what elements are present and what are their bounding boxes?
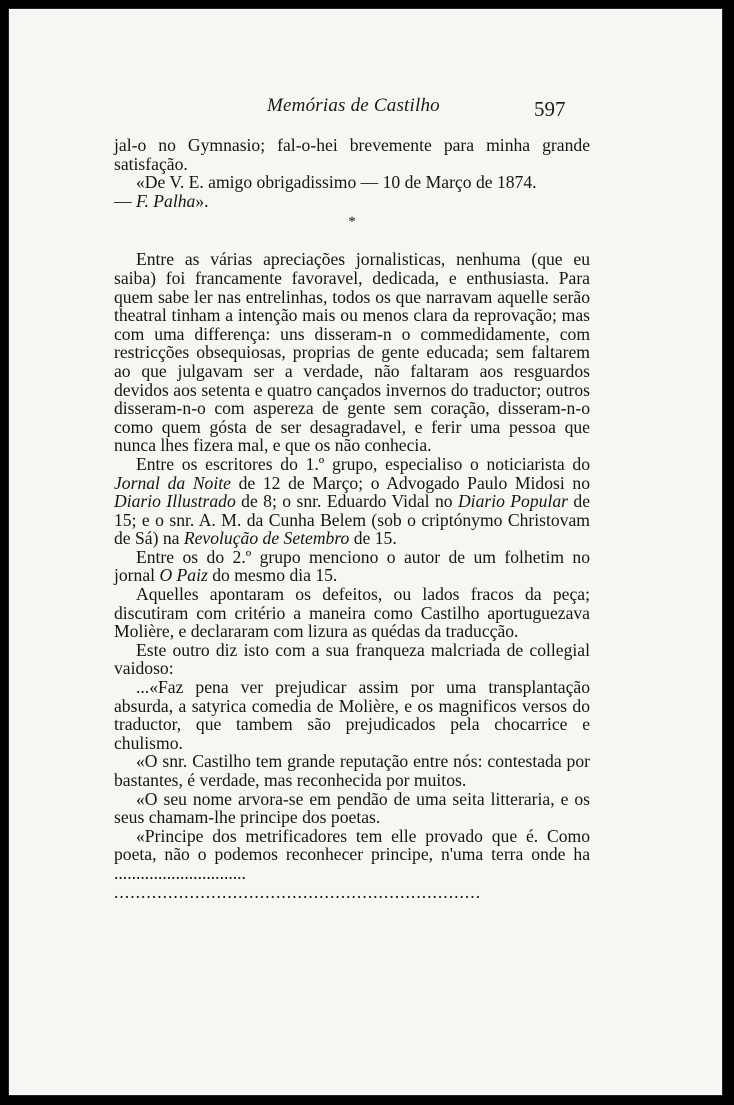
paragraph: Entre as várias apreciações jornalisticas, nenhuma (que eu saiba) foi francamente favoravel, dedicada, e enthusiasta. Para quem sabe ler nas entrelinhas, todos os que narravam aquelle serão theatral tinham a intenção mais ou menos clara da reprovação; mas com uma differença: uns disseram-n o commedidamente, com restricções obsequiosas, proprias de gente educada; sem faltarem ao que julgavam ser a verdade, não faltaram aos resguardos devidos aos setenta e quatro cançados invernos do traductor; outros disseram-n-o com aspereza de gente sem coração, disseram-n-o como quem gósta de ser desagradavel, e ferir uma pessoa que nunca lhes fizera mal, e que os não conhecia. xyxy=(114,249,590,456)
text-run: Entre os do 2.º grupo menciono o autor de um folhetim no jornal xyxy=(114,546,590,586)
signature-dash: — xyxy=(114,190,136,211)
text-run: de 15. xyxy=(349,528,397,549)
paragraph: «De V. E. amigo obrigadissimo — 10 de Março de 1874. xyxy=(136,172,537,193)
newspaper-title: Diario Illustrado xyxy=(114,491,236,512)
quoted-paragraph: ...«Faz pena ver prejudicar assim por uma transplantação absurda, a satyrica comedia de Molière, e os magnificos versos do traductor, que tambem são prejudicados pela chocarrice e chulismo. xyxy=(114,677,590,753)
body-text xyxy=(114,136,590,901)
paragraph xyxy=(114,548,590,585)
text-run: de 8; o snr. Eduardo Vidal no xyxy=(235,491,458,512)
running-title: Memórias de Castilho xyxy=(267,95,440,116)
signature-name: F. Palha xyxy=(136,190,196,211)
quoted-paragraph: «Principe dos metrificadores tem elle provado que é. Como poeta, não o podemos reconhecer principe, n'uma terra onde ha .............................. xyxy=(114,825,590,883)
text-run: Entre os escritores do 1.º grupo, especialiso o noticiarista do xyxy=(136,453,590,474)
section-ornament: * xyxy=(348,214,356,231)
quoted-paragraph: «O snr. Castilho tem grande reputação entre nós: contestada por bastantes, é verdade, mas reconhecida por muitos. xyxy=(114,751,590,790)
quoted-paragraph: «O seu nome arvora-se em pendão de uma seita litteraria, e os seus chamam-lhe principe dos poetas. xyxy=(114,788,590,828)
newspaper-title: Jornal da Noite xyxy=(114,472,231,493)
paragraph: jal-o no Gymnasio; fal-o-hei brevemente para minha grande satisfação. xyxy=(114,135,590,174)
letter-signature xyxy=(114,192,590,211)
page-header xyxy=(9,95,722,129)
newspaper-title: Revolução de Setembro xyxy=(183,528,350,549)
signature-close: ». xyxy=(195,190,209,211)
book-page xyxy=(8,8,723,1096)
paragraph: Aquelles apontaram os defeitos, ou lados fracos da peça; discutiram com critério a maneira como Castilho aportuguezava Molière, e declararam com lizura as quédas da traducção. xyxy=(114,584,590,642)
text-run: do mesmo dia 15. xyxy=(207,565,338,586)
newspaper-title: Diario Popular xyxy=(457,491,568,512)
text-run: de 15; e o snr. A. M. da Cunha Belem (sob o criptónymo Christovam de Sá) na xyxy=(114,491,591,549)
newspaper-title: O Paiz xyxy=(159,565,208,586)
text-run: de 12 de Março; o Advogado Paulo Midosi no xyxy=(230,472,590,493)
paragraph: Este outro diz isto com a sua franqueza malcriada de collegial vaidoso: xyxy=(114,639,590,679)
paragraph xyxy=(114,455,590,548)
page-number: 597 xyxy=(534,97,566,121)
ellipsis-line: .................................................................... xyxy=(114,882,482,902)
